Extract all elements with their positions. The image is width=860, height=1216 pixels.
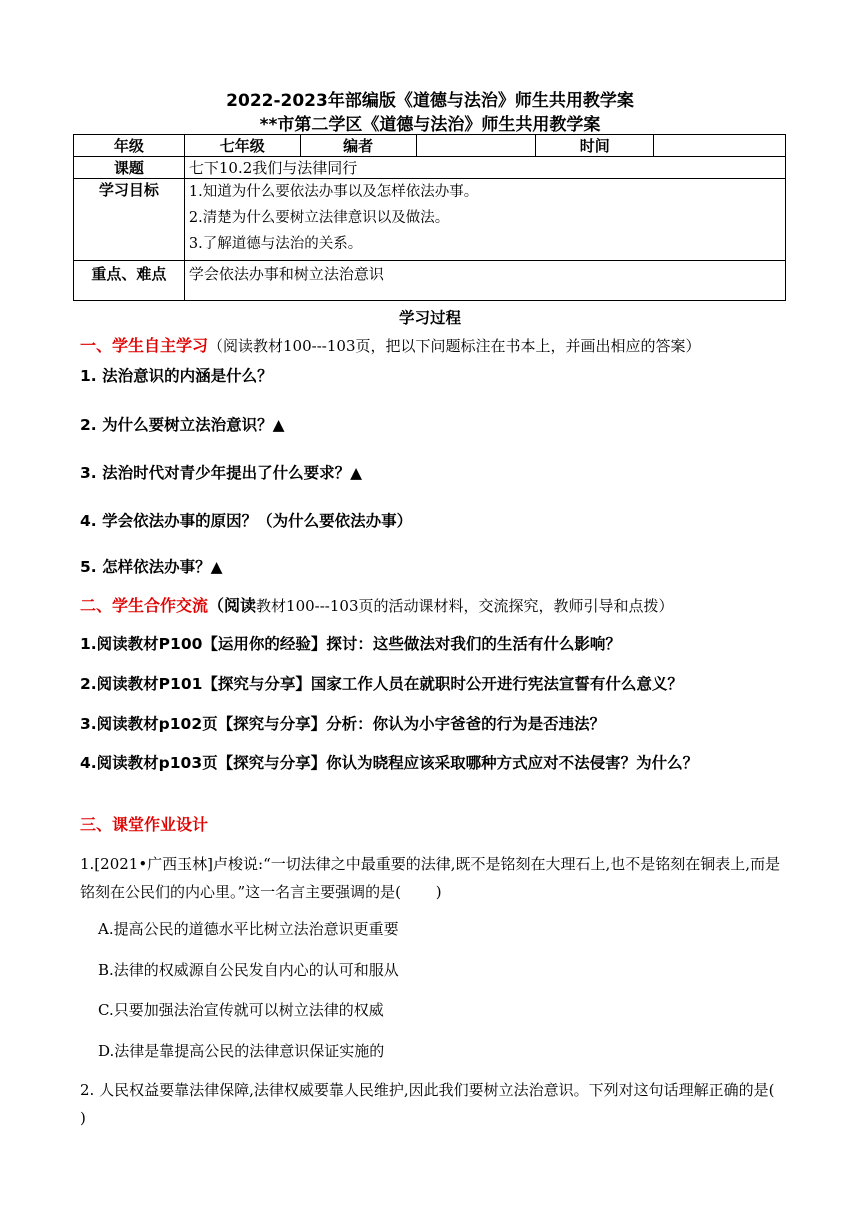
self-study-question: 3. 法治时代对青少年提出了什么要求？▲ — [80, 464, 362, 482]
document-title: 2022-2023年部编版《道德与法治》师生共用教学案 — [226, 91, 634, 111]
goals-label: 学习目标 — [74, 179, 185, 261]
key-points-value: 学会依法办事和树立法治意识 — [184, 261, 785, 301]
section3-heading: 三、课堂作业设计 — [80, 815, 209, 834]
section2-heading-row — [80, 593, 674, 616]
exercise-1-stem: 1.[2021•广西玉林]卢梭说:“一切法律之中最重要的法律,既不是铭刻在大理石上,也不是铭刻在铜表上,而是铭刻在公民们的内心里。”这一名言主要强调的是( ) — [80, 855, 781, 901]
section3-heading-row — [80, 812, 208, 835]
self-study-question: 5. 怎样依法办事？▲ — [80, 558, 223, 576]
topic-label: 课题 — [74, 157, 185, 179]
key-points-label: 重点、难点 — [74, 261, 185, 301]
goal-item: 2.清楚为什么要树立法律意识以及做法。 — [188, 210, 450, 226]
time-label: 时间 — [536, 135, 654, 157]
grade-value: 七年级 — [184, 135, 300, 157]
lesson-info-table — [73, 134, 786, 301]
section1-heading-row — [80, 333, 701, 356]
self-study-question: 2. 为什么要树立法治意识？▲ — [80, 416, 285, 434]
process-title: 学习过程 — [398, 309, 461, 327]
document-subtitle: **市第二学区《道德与法治》师生共用教学案 — [259, 115, 601, 135]
editor-label: 编者 — [300, 135, 416, 157]
editor-value — [416, 135, 536, 157]
discussion-question: 3.阅读教材p102页【探究与分享】分析：你认为小宇爸爸的行为是否违法？ — [80, 715, 606, 733]
discussion-question: 1.阅读教材P100【运用你的经验】探讨：这些做法对我们的生活有什么影响？ — [80, 635, 621, 653]
time-value — [654, 135, 786, 157]
exercise-2-stem: 2. 人民权益要靠法律保障,法律权威要靠人民维护,因此我们要树立法治意识。下列对这句话理解正确的是( ) — [80, 1081, 810, 1127]
self-study-question: 4. 学会依法办事的原因？（为什么要依法办事） — [80, 512, 413, 530]
section1-note: （阅读教材100---103页，把以下问题标注在书本上，并画出相应的答案） — [208, 337, 701, 355]
self-study-question: 1. 法治意识的内涵是什么？ — [80, 367, 273, 385]
goals-list — [184, 179, 785, 261]
grade-label: 年级 — [74, 135, 185, 157]
section1-heading: 一、学生自主学习 — [80, 336, 209, 355]
topic-value: 七下10.2我们与法律同行 — [184, 157, 785, 179]
exercise-1-option-a: A.提高公民的道德水平比树立法治意识更重要 — [98, 920, 399, 938]
exercise-1-option-d: D.法律是靠提高公民的法律意识保证实施的 — [98, 1042, 385, 1060]
goal-item: 1.知道为什么要依法办事以及怎样依法办事。 — [188, 184, 479, 200]
section2-heading: 二、学生合作交流 — [80, 596, 209, 615]
exercise-1-option-c: C.只要加强法治宣传就可以树立法律的权威 — [98, 1001, 384, 1019]
section2-note: 教材100---103页的活动课材料，交流探究，教师引导和点拨） — [256, 597, 674, 615]
discussion-question: 2.阅读教材P101【探究与分享】国家工作人员在就职时公开进行宪法宣誓有什么意义？ — [80, 675, 683, 693]
discussion-question: 4.阅读教材p103页【探究与分享】你认为晓程应该采取哪种方式应对不法侵害？为什么？ — [80, 754, 699, 772]
section2-note-bold: （阅读 — [208, 596, 257, 615]
goal-item: 3.了解道德与法治的关系。 — [188, 236, 363, 252]
exercise-1-option-b: B.法律的权威源自公民发自内心的认可和服从 — [98, 961, 399, 979]
